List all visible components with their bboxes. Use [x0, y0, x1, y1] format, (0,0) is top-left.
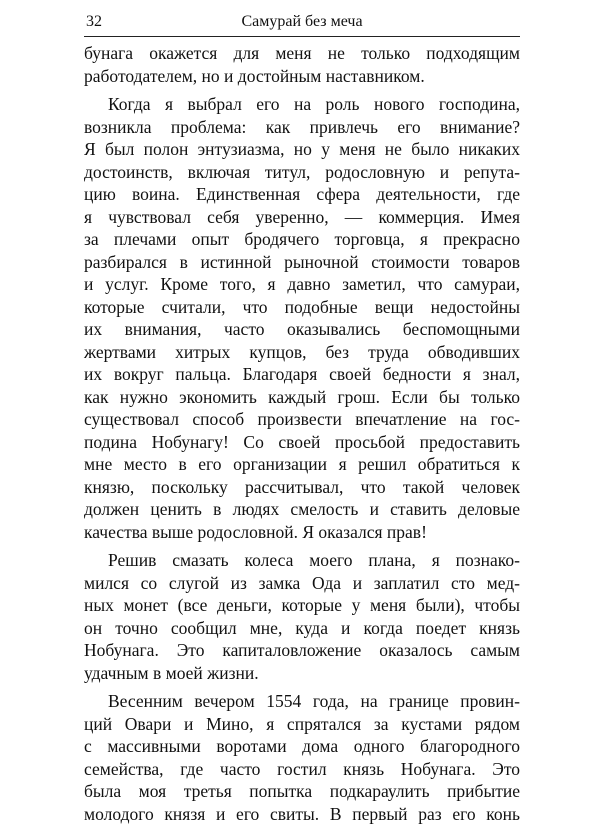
text-line: князю, поскольку рассчитывал, что такой человек	[84, 476, 520, 499]
text-line: возникла проблема: как привлечь его внимание?	[84, 116, 520, 139]
text-line: Нобунага. Это капиталовложение оказалось самым	[84, 639, 520, 662]
text-line: разбирался в истинной рыночной стоимости товаров	[84, 251, 520, 274]
text-line: за плечами опыт бродячего торговца, я прекрасно	[84, 228, 520, 251]
text-line: бунага окажется для меня не только подходящим	[84, 42, 520, 65]
page-number: 32	[86, 10, 102, 34]
text-line: как нужно экономить каждый грош. Если бы только	[84, 386, 520, 409]
text-line: удачным в моей жизни.	[84, 662, 520, 685]
text-line: мне место в его организации я решил обратиться к	[84, 453, 520, 476]
text-line: Весенним вечером 1554 года, на границе провин-	[84, 690, 520, 713]
text-line: Решив смазать колеса моего плана, я познако-	[84, 549, 520, 572]
text-line: работодателем, но и достойным наставником.	[84, 65, 520, 88]
running-header	[84, 10, 520, 37]
text-line: с массивными воротами дома одного благородного	[84, 735, 520, 758]
text-line: достоинств, включая титул, родословную и репута-	[84, 161, 520, 184]
text-line: цию воина. Единственная сфера деятельности, где	[84, 183, 520, 206]
text-line: была моя третья попытка подкараулить прибытие	[84, 780, 520, 803]
text-line: он точно сообщил мне, куда и когда поедет князь	[84, 617, 520, 640]
text-line: подина Нобунагу! Со своей просьбой предоставить	[84, 431, 520, 454]
paragraph	[84, 42, 520, 87]
text-line: мился со слугой из замка Ода и заплатил сто мед-	[84, 572, 520, 595]
text-line: жертвами хитрых купцов, без труда обводивших	[84, 341, 520, 364]
running-title: Самурай без меча	[84, 10, 520, 34]
text-line: молодого князя и его свиты. В первый раз его конь	[84, 803, 520, 825]
text-line: их вокруг пальца. Благодаря своей бедности я знал,	[84, 363, 520, 386]
paragraph	[84, 549, 520, 684]
text-line: их внимания, часто оказывались беспомощными	[84, 318, 520, 341]
text-line: существовал способ произвести впечатление на гос-	[84, 408, 520, 431]
paragraph	[84, 690, 520, 825]
text-line: качества выше родословной. Я оказался прав!	[84, 521, 520, 544]
body-text	[84, 42, 520, 825]
text-line: я чувствовал себя уверенно, — коммерция. Имея	[84, 206, 520, 229]
text-line: должен ценить в людях смелость и ставить деловые	[84, 498, 520, 521]
paragraph	[84, 93, 520, 543]
text-line: Когда я выбрал его на роль нового господина,	[84, 93, 520, 116]
text-line: ций Овари и Мино, я спрятался за кустами рядом	[84, 713, 520, 736]
text-line: и услуг. Кроме того, я давно заметил, что самураи,	[84, 273, 520, 296]
text-line: ных монет (все деньги, которые у меня были), чтобы	[84, 594, 520, 617]
text-line: семейства, где часто гостил князь Нобунага. Это	[84, 758, 520, 781]
text-line: которые считали, что подобные вещи недостойны	[84, 296, 520, 319]
text-line: Я был полон энтузиазма, но у меня не было никаких	[84, 138, 520, 161]
